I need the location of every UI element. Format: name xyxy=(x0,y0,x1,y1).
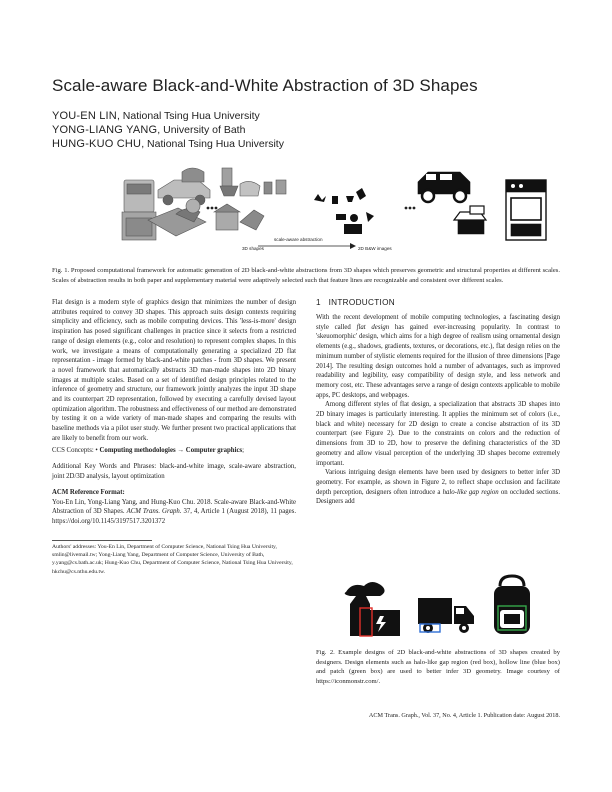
section-number: 1 xyxy=(316,298,321,307)
intro-p3-text-cont: on occluded sections. Designers add xyxy=(316,488,561,506)
author-name: HUNG-KUO CHU xyxy=(52,138,142,150)
teaser-label-abstraction: scale-aware abstraction xyxy=(274,237,323,242)
acm-ref-text: You-En Lin, Yong-Liang Yang, and Hung-Kuo Chu. 2018. Scale-aware Black-and-White Abstraction of 3D Shapes. xyxy=(52,498,296,516)
acm-reference xyxy=(52,488,296,527)
acm-ref-heading: ACM Reference Format: xyxy=(52,489,125,496)
ccs-concepts xyxy=(52,446,296,456)
author-line xyxy=(52,138,284,150)
author-line xyxy=(52,124,245,136)
intro-p1-text-cont: has gained ever-increasing popularity. In contrast to 'skeuomorphic' design, which aims for a high degree of realism using ornamental design elements (e.g., shadows, gradients, textures, or decorations, etc.), flat design relies on the minimum number of stylistic elements required for the illusion of three dimensions [Page 2014]. The resulting design outcomes hold a number of advantages, such as improved readability and legibility, easy compatibility of design style, and less network and memory cost, etc. These advantages serve a range of design contexts applicable to mobile apps, PC desktops, and webpages. xyxy=(316,323,561,399)
truck-icon xyxy=(418,598,474,633)
fig2-icons xyxy=(336,570,546,640)
intro-p1-text: With the recent development of mobile computing technologies, a fascinating design style called xyxy=(316,314,560,331)
teaser-label-bw-images: 2D B&W images xyxy=(358,246,392,251)
teaser-figure xyxy=(118,162,568,258)
paper-title: Scale-aware Black-and-White Abstraction of 3D Shapes xyxy=(52,76,478,95)
acm-ref-journal: ACM Trans. Graph. xyxy=(126,508,182,516)
author-line xyxy=(52,110,260,122)
teaser-bw-abstractions xyxy=(418,172,546,240)
section-heading xyxy=(316,298,395,307)
author-name: YONG-LIANG YANG xyxy=(52,124,158,136)
author-addresses: Authors' addresses: You-En Lin, Department of Computer Science, National Tsing Hua University, smlin@livemail.tw; Yong-Liang Yang, Department of Computer Science, University of Bath, y.yang@cs.bath.ac.uk; Hung-Kuo Chu, Department of Computer Science, National Tsing Hua University, hkchu@cs.nthu.edu.tw. xyxy=(52,544,293,575)
ccs-suffix: ; xyxy=(242,447,245,454)
author-affiliation: , National Tsing Hua University xyxy=(116,110,260,122)
intro-paragraph xyxy=(316,313,560,400)
fig1-caption: Fig. 1. Proposed computational framework for automatic generation of 2D black-and-white abstractions from 3D shapes which preserves geometric and structural properties at different scales. Scales of abstraction results in both paper and supplementary material were adaptively selected such that feature lines are recognizable and consistent over different scales. xyxy=(52,267,560,284)
author-affiliation: , National Tsing Hua University xyxy=(141,138,284,150)
factory-icon xyxy=(345,582,400,636)
author-affiliation: , University of Bath xyxy=(157,124,246,136)
intro-paragraph: Among different styles of flat design, a specialization that abstracts 3D shapes into 2D binary images is particularly interesting. It applies the minimum set of colors (i.e., black and white) necessary for 2D design to create a concise abstraction of its 3D counterpart (see Figure 2). Due to the constraints on colors and the reduction of dimensions from 3D to 2D, how to preserve the defining characteristics of the 3D geometry and allow visual perception of the underlying 3D shapes become extremely important. xyxy=(316,401,560,467)
ellipsis-dots xyxy=(207,207,416,210)
author-name: YOU-EN LIN xyxy=(52,110,117,122)
abstract: Flat design is a modern style of graphics design that minimizes the number of design attributes required to convey 3D shapes. This approach suits design contexts requiring simplicity and efficiency, such as mobile computing devices. This 'less-is-more' design inspiration has posed significant challenges in practice since it selects from a restricted range of design elements (e.g., color and resolution) to represent complex shapes. In this work, we investigate a means of computationally generating a specialized 2D flat representation - image formed by black-and-white patches - from 3D shapes. We present a novel framework that automatically abstracts 3D man-made shapes into 2D binary images at multiple scales. Based on a set of identified design principles related to the inference of geometry and structure, our framework jointly analyzes the input 3D shape and its counterpart 2D representation, followed by executing a carefully devised layout optimization algorithm. The robustness and effectiveness of our method are demonstrated by testing it on a wide variety of man-made shapes and comparing the results with baseline methods via a pilot user study. We further present two practical applications that are likely to benefit from our work. xyxy=(52,299,296,442)
abstraction-arrow xyxy=(258,243,356,249)
section-title: INTRODUCTION xyxy=(328,298,395,307)
intro-p1-emphasis: flat design xyxy=(356,323,390,331)
intro-paragraph xyxy=(316,468,560,507)
teaser-3d-shapes xyxy=(122,168,286,240)
ccs-bold: Computing methodologies → Computer graphics xyxy=(99,447,243,454)
ccs-prefix: CCS Concepts: • xyxy=(52,447,98,454)
footnote-rule xyxy=(52,540,152,541)
intro-p3-emphasis: halo-like gap region xyxy=(442,488,499,496)
intro-p3-text: Various intriguing design elements have been used by designers to better infer 3D geometry. For example, as shown in Figure 2, to reflect shape occlusion and facilitate depth perception, designers often introduce a xyxy=(316,469,560,496)
acm-ref-details: 37, 4, Article 1 (August 2018), 11 pages. https://doi.org/10.1145/3197517.3201372 xyxy=(52,508,297,526)
page-footer: ACM Trans. Graph., Vol. 37, No. 4, Article 1. Publication date: August 2018. xyxy=(368,712,560,719)
backpack-icon xyxy=(494,576,530,634)
intro-body xyxy=(316,313,560,507)
teaser-small-abstractions xyxy=(314,188,374,234)
teaser-label-3d-shapes: 3D shapes xyxy=(242,246,264,251)
fig2-caption: Fig. 2. Example designs of 2D black-and-white abstractions of 3D shapes created by designers. Design elements such as halo-like gap region (red box), hollow line (blue box) and patch (green box) are used to better infer 3D geometry. Image courtesy of https://iconmonstr.com/. xyxy=(316,649,560,685)
keywords: Additional Key Words and Phrases: black-and-white image, scale-aware abstraction, joint 2D/3D analysis, layout optimization xyxy=(52,463,296,480)
